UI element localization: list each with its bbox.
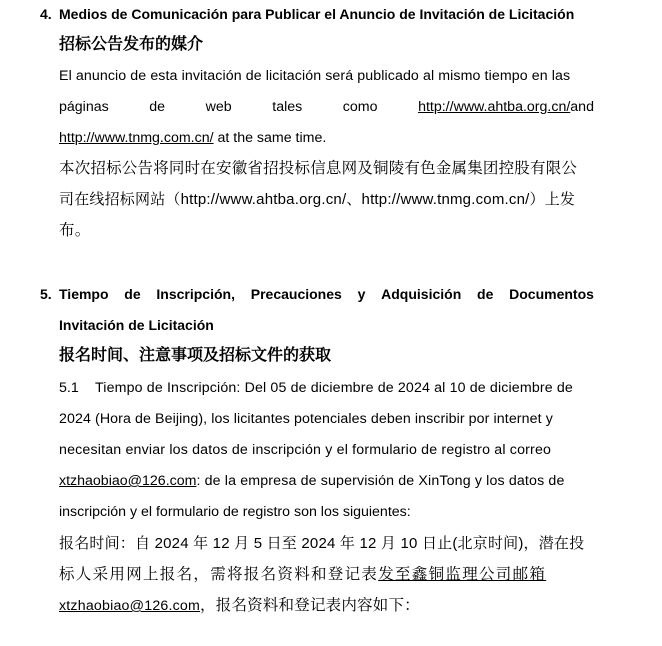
word-paginas: páginas — [59, 99, 109, 115]
section-5-1-line-1 — [59, 378, 594, 398]
section-4-number: 4. — [40, 6, 52, 22]
section-5-title-cn: 报名时间、注意事项及招标文件的获取 — [59, 347, 332, 364]
section-5-1-line-5: inscripción y el formulario de registro son los siguientes: — [59, 504, 411, 520]
word-como: como — [342, 99, 378, 115]
subsection-text-1: Tiempo de Inscripción: Del 05 de diciembre de 2024 al 10 de diciembre de — [95, 380, 573, 396]
tnmg-link[interactable]: http://www.tnmg.com.cn/ — [59, 130, 214, 146]
and-text: and — [570, 99, 594, 115]
title-word: Tiempo — [59, 286, 109, 302]
section-5-cn-line-3 — [59, 595, 594, 617]
ahtba-link-group — [418, 97, 594, 117]
word-web: web — [205, 99, 232, 115]
cn-line-2-plain: 标人采用网上报名，需将报名资料和登记表 — [59, 566, 379, 583]
section-5-1-line-3: necesitan enviar los datos de inscripción y el formulario de registro al correo — [59, 442, 552, 458]
section-5-cn-line-1: 报名时间：自 2024 年 12 月 5 日至 2024 年 12 月 10 日止(北京时间)，潜在投 — [59, 535, 585, 552]
section-4-cn-line-2: 司在线招标网站（http://www.ahtba.org.cn/、http://www.tnmg.com.cn/）上发 — [59, 191, 576, 208]
section-4-cn-line-1: 本次招标公告将同时在安徽省招投标信息网及铜陵有色金属集团控股有限公 — [59, 160, 578, 177]
section-4-para-line-1 — [59, 66, 594, 86]
subsection-number: 5.1 — [59, 380, 79, 396]
section-4-para-tail: at the same time. — [213, 130, 327, 146]
section-5-1-tail: : de la empresa de supervisión de XinTong y los datos de — [196, 473, 565, 489]
cn-line-2-underlined: 发至鑫铜监理公司邮箱 — [378, 566, 547, 583]
section-4-para-line-2 — [59, 97, 594, 117]
cn-line-3-tail: ，报名资料和登记表内容如下： — [200, 597, 420, 614]
section-5-title-line-1 — [59, 284, 594, 304]
section-4-cn-line-3: 布。 — [59, 222, 91, 239]
section-5-cn-line-2 — [59, 564, 594, 586]
word-de: de — [149, 99, 166, 115]
ahtba-link[interactable]: http://www.ahtba.org.cn/ — [418, 99, 571, 115]
section-4-para-text-1: El anuncio de esta invitación de licitación será publicado al mismo tiempo en las — [59, 68, 571, 84]
section-4-para-line-3 — [59, 128, 594, 148]
title-word: y — [357, 286, 366, 302]
title-word: Adquisición — [381, 286, 462, 302]
title-word: Precauciones — [250, 286, 342, 302]
section-5-title-line-2: Invitación de Licitación — [59, 317, 214, 333]
title-word: de — [124, 286, 141, 302]
title-word: Documentos — [509, 286, 594, 302]
section-5-1-line-2: 2024 (Hora de Beijing), los licitantes potenciales deben inscribir por internet y — [59, 411, 553, 427]
section-5-1-line-4 — [59, 471, 594, 491]
section-4-title: Medios de Comunicación para Publicar el Anuncio de Invitación de Licitación — [59, 6, 575, 22]
word-tales: tales — [272, 99, 303, 115]
section-4-title-cn: 招标公告发布的媒介 — [59, 36, 204, 53]
section-5-number: 5. — [40, 286, 52, 302]
title-word: de — [477, 286, 494, 302]
email-link[interactable]: xtzhaobiao@126.com — [59, 473, 197, 489]
cn-email-link[interactable]: xtzhaobiao@126.com — [59, 598, 201, 614]
title-word: Inscripción, — [156, 286, 235, 302]
